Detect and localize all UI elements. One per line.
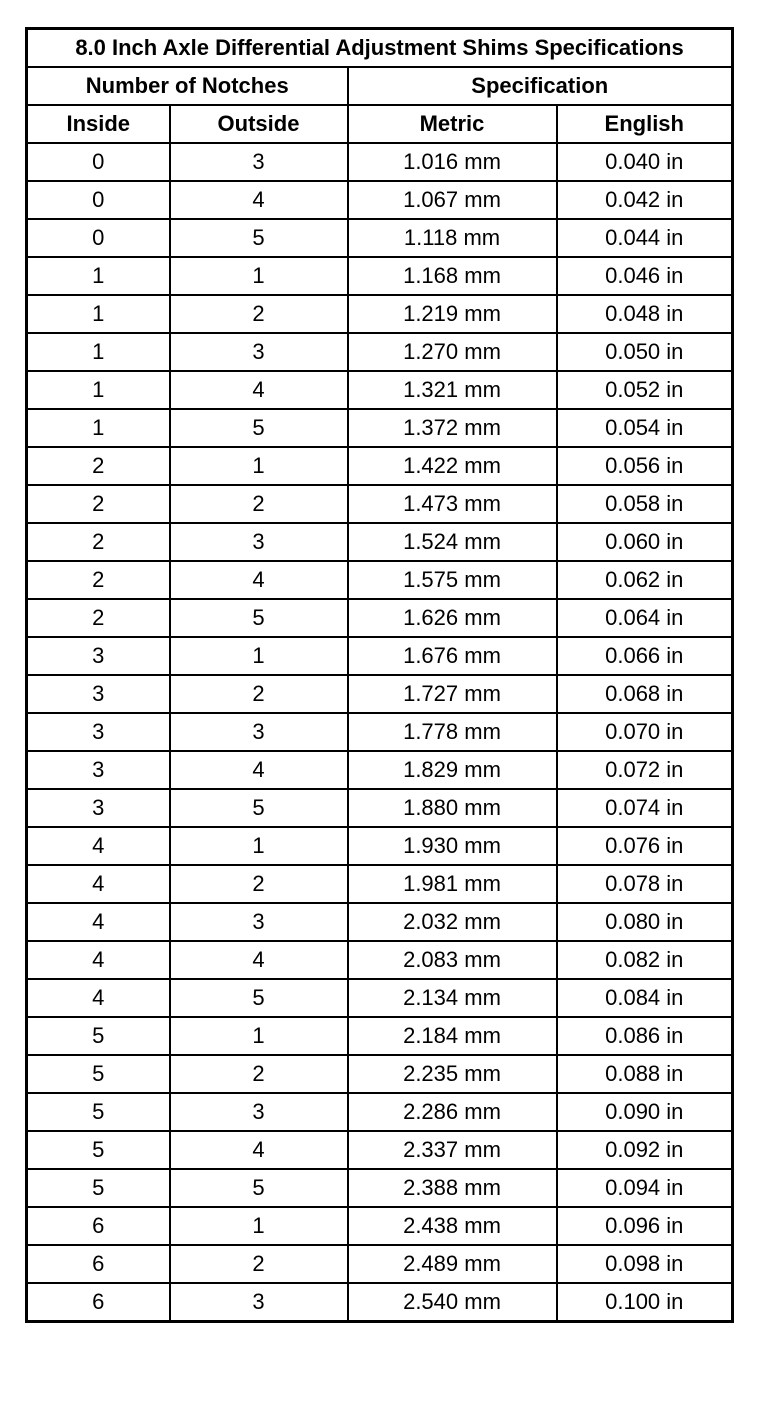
metric-cell: 1.372 mm — [348, 409, 557, 447]
english-cell: 0.078 in — [557, 865, 733, 903]
english-cell: 0.044 in — [557, 219, 733, 257]
inside-cell: 6 — [27, 1207, 170, 1245]
outside-cell: 2 — [170, 295, 348, 333]
outside-cell: 4 — [170, 751, 348, 789]
metric-cell: 1.930 mm — [348, 827, 557, 865]
metric-cell: 2.134 mm — [348, 979, 557, 1017]
outside-cell: 4 — [170, 1131, 348, 1169]
english-cell: 0.086 in — [557, 1017, 733, 1055]
inside-cell: 5 — [27, 1131, 170, 1169]
metric-cell: 1.219 mm — [348, 295, 557, 333]
outside-cell: 5 — [170, 599, 348, 637]
english-cell: 0.074 in — [557, 789, 733, 827]
metric-header: Metric — [348, 105, 557, 143]
english-cell: 0.092 in — [557, 1131, 733, 1169]
english-cell: 0.064 in — [557, 599, 733, 637]
metric-cell: 2.032 mm — [348, 903, 557, 941]
outside-cell: 5 — [170, 219, 348, 257]
metric-cell: 1.473 mm — [348, 485, 557, 523]
english-cell: 0.100 in — [557, 1283, 733, 1322]
english-cell: 0.068 in — [557, 675, 733, 713]
inside-cell: 3 — [27, 751, 170, 789]
metric-cell: 1.778 mm — [348, 713, 557, 751]
outside-cell: 2 — [170, 865, 348, 903]
table-row — [27, 333, 733, 371]
metric-cell: 1.067 mm — [348, 181, 557, 219]
inside-cell: 4 — [27, 903, 170, 941]
outside-cell: 1 — [170, 447, 348, 485]
metric-cell: 2.540 mm — [348, 1283, 557, 1322]
table-row — [27, 865, 733, 903]
outside-cell: 3 — [170, 333, 348, 371]
outside-cell: 1 — [170, 827, 348, 865]
inside-cell: 5 — [27, 1169, 170, 1207]
inside-cell: 6 — [27, 1245, 170, 1283]
specification-group-header: Specification — [348, 67, 733, 105]
inside-cell: 5 — [27, 1055, 170, 1093]
inside-cell: 1 — [27, 371, 170, 409]
table-row — [27, 1017, 733, 1055]
english-cell: 0.082 in — [557, 941, 733, 979]
english-cell: 0.062 in — [557, 561, 733, 599]
table-row — [27, 1245, 733, 1283]
outside-cell: 1 — [170, 1017, 348, 1055]
metric-cell: 1.168 mm — [348, 257, 557, 295]
outside-cell: 1 — [170, 257, 348, 295]
english-cell: 0.090 in — [557, 1093, 733, 1131]
inside-cell: 0 — [27, 143, 170, 181]
inside-cell: 4 — [27, 827, 170, 865]
inside-cell: 0 — [27, 219, 170, 257]
table-row — [27, 941, 733, 979]
english-cell: 0.094 in — [557, 1169, 733, 1207]
inside-cell: 4 — [27, 941, 170, 979]
inside-cell: 4 — [27, 865, 170, 903]
table-row — [27, 903, 733, 941]
metric-cell: 1.727 mm — [348, 675, 557, 713]
inside-cell: 4 — [27, 979, 170, 1017]
inside-cell: 2 — [27, 523, 170, 561]
outside-header: Outside — [170, 105, 348, 143]
metric-cell: 1.016 mm — [348, 143, 557, 181]
table-row — [27, 409, 733, 447]
metric-cell: 1.575 mm — [348, 561, 557, 599]
english-cell: 0.060 in — [557, 523, 733, 561]
outside-cell: 3 — [170, 143, 348, 181]
english-cell: 0.080 in — [557, 903, 733, 941]
metric-cell: 2.438 mm — [348, 1207, 557, 1245]
outside-cell: 2 — [170, 1055, 348, 1093]
metric-cell: 2.184 mm — [348, 1017, 557, 1055]
english-cell: 0.072 in — [557, 751, 733, 789]
table-row — [27, 523, 733, 561]
table-row — [27, 675, 733, 713]
english-cell: 0.088 in — [557, 1055, 733, 1093]
inside-cell: 1 — [27, 409, 170, 447]
english-cell: 0.050 in — [557, 333, 733, 371]
outside-cell: 2 — [170, 485, 348, 523]
outside-cell: 2 — [170, 675, 348, 713]
group-header-row — [27, 67, 733, 105]
metric-cell: 1.321 mm — [348, 371, 557, 409]
outside-cell: 3 — [170, 1283, 348, 1322]
table-row — [27, 1055, 733, 1093]
inside-cell: 3 — [27, 713, 170, 751]
outside-cell: 5 — [170, 1169, 348, 1207]
metric-cell: 1.524 mm — [348, 523, 557, 561]
outside-cell: 4 — [170, 181, 348, 219]
inside-cell: 2 — [27, 599, 170, 637]
english-cell: 0.076 in — [557, 827, 733, 865]
table-title: 8.0 Inch Axle Differential Adjustment Shims Specifications — [27, 29, 733, 68]
title-row — [27, 29, 733, 68]
outside-cell: 1 — [170, 1207, 348, 1245]
table-row — [27, 257, 733, 295]
outside-cell: 3 — [170, 523, 348, 561]
english-cell: 0.056 in — [557, 447, 733, 485]
table-row — [27, 485, 733, 523]
english-cell: 0.052 in — [557, 371, 733, 409]
inside-cell: 1 — [27, 333, 170, 371]
outside-cell: 5 — [170, 409, 348, 447]
table-row — [27, 1093, 733, 1131]
table-row — [27, 143, 733, 181]
metric-cell: 1.981 mm — [348, 865, 557, 903]
table-row — [27, 599, 733, 637]
table-row — [27, 295, 733, 333]
table-row — [27, 637, 733, 675]
english-header: English — [557, 105, 733, 143]
english-cell: 0.058 in — [557, 485, 733, 523]
table-row — [27, 219, 733, 257]
inside-cell: 2 — [27, 561, 170, 599]
inside-cell: 2 — [27, 447, 170, 485]
shim-spec-table — [25, 27, 734, 1323]
inside-cell: 3 — [27, 637, 170, 675]
notches-group-header: Number of Notches — [27, 67, 348, 105]
english-cell: 0.070 in — [557, 713, 733, 751]
table-row — [27, 1207, 733, 1245]
outside-cell: 4 — [170, 941, 348, 979]
outside-cell: 4 — [170, 561, 348, 599]
table-row — [27, 751, 733, 789]
english-cell: 0.098 in — [557, 1245, 733, 1283]
metric-cell: 1.626 mm — [348, 599, 557, 637]
english-cell: 0.096 in — [557, 1207, 733, 1245]
inside-cell: 1 — [27, 257, 170, 295]
outside-cell: 3 — [170, 1093, 348, 1131]
english-cell: 0.084 in — [557, 979, 733, 1017]
table-row — [27, 371, 733, 409]
outside-cell: 4 — [170, 371, 348, 409]
metric-cell: 1.676 mm — [348, 637, 557, 675]
table-row — [27, 713, 733, 751]
column-header-row — [27, 105, 733, 143]
outside-cell: 5 — [170, 789, 348, 827]
metric-cell: 2.337 mm — [348, 1131, 557, 1169]
english-cell: 0.048 in — [557, 295, 733, 333]
english-cell: 0.042 in — [557, 181, 733, 219]
english-cell: 0.046 in — [557, 257, 733, 295]
inside-cell: 3 — [27, 675, 170, 713]
inside-cell: 1 — [27, 295, 170, 333]
english-cell: 0.054 in — [557, 409, 733, 447]
metric-cell: 1.829 mm — [348, 751, 557, 789]
table-body — [27, 143, 733, 1322]
table-row — [27, 789, 733, 827]
inside-cell: 5 — [27, 1017, 170, 1055]
inside-cell: 6 — [27, 1283, 170, 1322]
metric-cell: 2.235 mm — [348, 1055, 557, 1093]
table-row — [27, 979, 733, 1017]
table-row — [27, 1283, 733, 1322]
metric-cell: 2.286 mm — [348, 1093, 557, 1131]
inside-cell: 3 — [27, 789, 170, 827]
metric-cell: 1.422 mm — [348, 447, 557, 485]
table-row — [27, 561, 733, 599]
english-cell: 0.040 in — [557, 143, 733, 181]
inside-cell: 5 — [27, 1093, 170, 1131]
outside-cell: 2 — [170, 1245, 348, 1283]
inside-header: Inside — [27, 105, 170, 143]
metric-cell: 1.880 mm — [348, 789, 557, 827]
metric-cell: 2.388 mm — [348, 1169, 557, 1207]
english-cell: 0.066 in — [557, 637, 733, 675]
table-row — [27, 1169, 733, 1207]
outside-cell: 3 — [170, 903, 348, 941]
table-row — [27, 447, 733, 485]
table-row — [27, 827, 733, 865]
metric-cell: 1.118 mm — [348, 219, 557, 257]
table-row — [27, 181, 733, 219]
metric-cell: 2.489 mm — [348, 1245, 557, 1283]
outside-cell: 1 — [170, 637, 348, 675]
inside-cell: 2 — [27, 485, 170, 523]
inside-cell: 0 — [27, 181, 170, 219]
metric-cell: 1.270 mm — [348, 333, 557, 371]
outside-cell: 5 — [170, 979, 348, 1017]
metric-cell: 2.083 mm — [348, 941, 557, 979]
outside-cell: 3 — [170, 713, 348, 751]
table-row — [27, 1131, 733, 1169]
